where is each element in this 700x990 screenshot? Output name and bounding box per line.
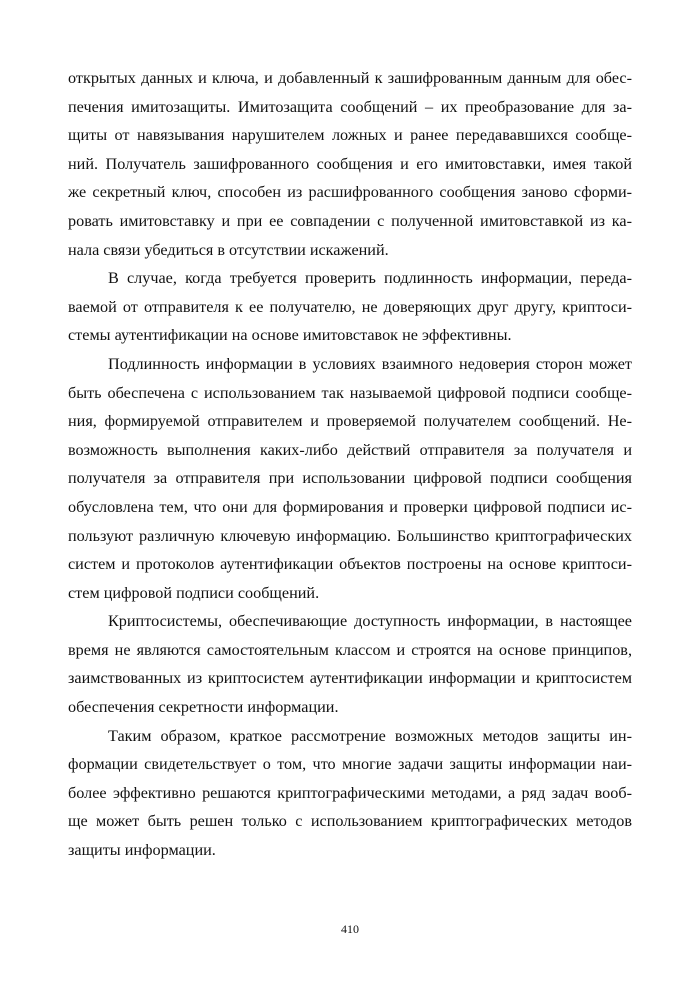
text-line: стем цифровой подписи сообщений. xyxy=(68,583,320,602)
text-line: заимствованных из криптосистем аутентификации информации и криптосистем xyxy=(68,669,632,688)
text-line: В случае, когда требуется проверить подлинность информации, переда- xyxy=(108,269,632,288)
text-line: нала связи убедиться в отсутствии искажений. xyxy=(68,240,389,259)
text-line: систем и протоколов аутентификации объектов построены на основе криптоси- xyxy=(68,555,632,574)
text-line: обеспечения секретности информации. xyxy=(68,698,339,717)
text-line: получателя за отправителя при использовании цифровой подписи сообщения xyxy=(68,469,632,488)
text-line: более эффективно решаются криптографическими методами, а ряд задач вооб- xyxy=(68,783,632,802)
body-text xyxy=(68,64,632,865)
text-line: щиты от навязывания нарушителем ложных и ранее передававшихся сообще- xyxy=(68,126,632,145)
paragraph-1 xyxy=(68,64,632,264)
text-line: ще может быть решен только с использованием криптографических методов xyxy=(68,812,632,831)
paragraph-2 xyxy=(68,264,632,350)
text-line: печения имитозащиты. Имитозащита сообщений – их преобразование для за- xyxy=(68,97,632,116)
text-line: стемы аутентификации на основе имитовставок не эффективны. xyxy=(68,326,512,345)
text-line: обусловлена тем, что они для формирования и проверки цифровой подписи ис- xyxy=(68,497,632,516)
text-line: Таким образом, краткое рассмотрение возможных методов защиты ин- xyxy=(108,726,632,745)
text-line: возможность выполнения каких-либо действий отправителя за получателя и xyxy=(68,440,632,459)
text-line: формации свидетельствует о том, что многие задачи защиты информации наи- xyxy=(68,755,632,774)
text-line: ния, формируемой отправителем и проверяемой получателем сообщений. Не- xyxy=(68,412,632,431)
text-line: ваемой от отправителя к ее получателю, не доверяющих друг другу, криптоси- xyxy=(68,297,632,316)
text-line: ний. Получатель зашифрованного сообщения и его имитовставки, имея такой xyxy=(68,154,632,173)
page-number: 410 xyxy=(341,922,359,936)
text-line: пользуют различную ключевую информацию. Большинство криптографических xyxy=(68,526,632,545)
text-line: открытых данных и ключа, и добавленный к зашифрованным данным для обес- xyxy=(68,69,632,87)
paragraph-4 xyxy=(68,607,632,721)
text-line: Подлинность информации в условиях взаимного недоверия сторон может xyxy=(108,354,632,373)
text-line: Криптосистемы, обеспечивающие доступность информации, в настоящее xyxy=(108,612,632,631)
text-line: же секретный ключ, способен из расшифрованного сообщения заново сформи- xyxy=(68,183,632,202)
paragraph-5 xyxy=(68,722,632,865)
text-line: ровать имитовставку и при ее совпадении с полученной имитовставкой из ка- xyxy=(68,211,632,230)
text-line: время не являются самостоятельным классом и строятся на основе принципов, xyxy=(68,640,632,659)
paragraph-3 xyxy=(68,350,632,607)
text-line: быть обеспечена с использованием так называемой цифровой подписи сообще- xyxy=(68,383,632,402)
text-line: защиты информации. xyxy=(68,841,216,860)
